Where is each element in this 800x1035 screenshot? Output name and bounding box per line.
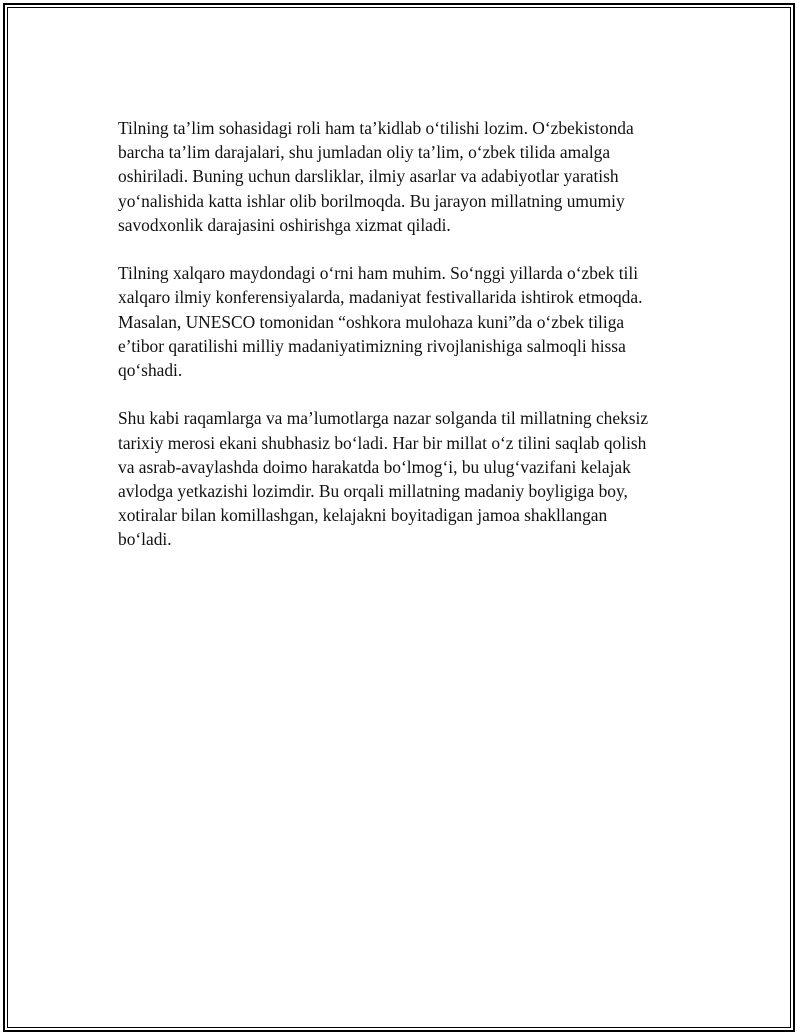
paragraph-international: Tilning xalqaro maydondagi o‘rni ham muhim. So‘nggi yillarda o‘zbek tili xalqaro ilmiy konferensiyalarda, madaniyat festivallarida ishtirok etmoqda. Masalan, UNESCO tomonidan “oshkora mulohaza kuni”da o‘zbek tiliga e’tibor qaratilishi milliy madaniyatimizning rivojlanishiga salmoqli hissa qo‘shadi.	[118, 263, 643, 381]
document-body	[118, 116, 698, 576]
paragraph-education: Tilning ta’lim sohasidagi roli ham ta’kidlab o‘tilishi lozim. O‘zbekistonda barcha ta’lim darajalari, shu jumladan oliy ta’lim, o‘zbek tilida amalga oshiriladi. Buning uchun darsliklar, ilmiy asarlar va adabiyotlar yaratish yo‘nalishida katta ishlar olib borilmoqda. Bu jarayon millatning umumiy savodxonlik darajasini oshirishga xizmat qiladi.	[118, 118, 634, 235]
paragraph-heritage: Shu kabi raqamlarga va ma’lumotlarga nazar solganda til millatning cheksiz tarixiy merosi ekani shubhasiz bo‘ladi. Har bir millat o‘z tilini saqlab qolish va asrab-avaylashda doimo harakatda bo‘lmog‘i, bu ulug‘vazifani kelajak avlodga yetkazishi lozimdir. Bu orqali millatning madaniy boyligiga boy, xotiralar bilan komillashgan, kelajakni boyitadigan jamoa shakllangan bo‘ladi.	[118, 408, 649, 550]
